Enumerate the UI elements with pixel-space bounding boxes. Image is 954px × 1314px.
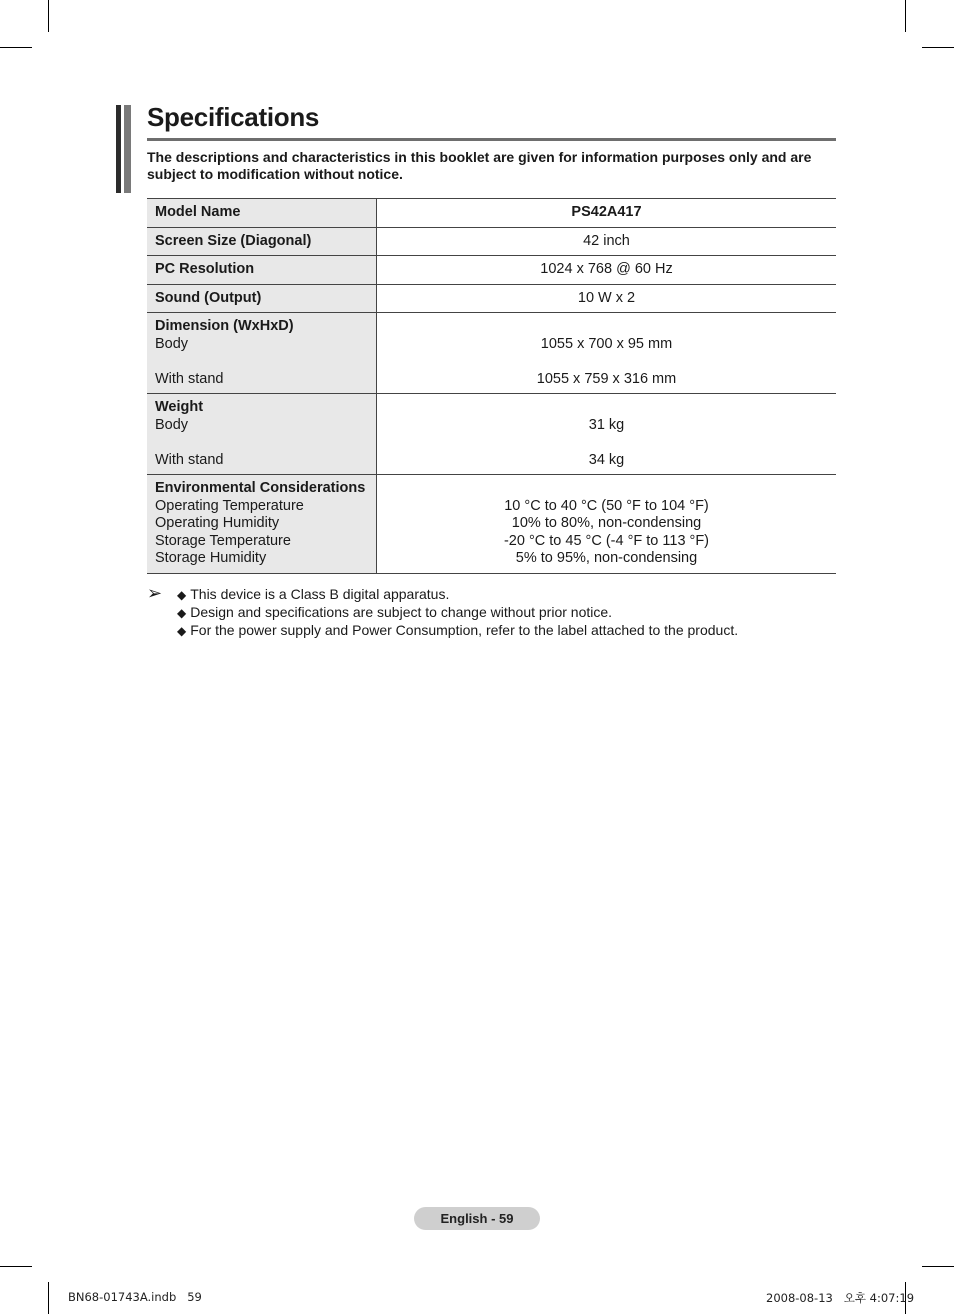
page-number: English - 59	[414, 1207, 540, 1230]
diamond-bullet-icon: ◆	[177, 624, 187, 638]
environment-label: Environmental Considerations	[155, 480, 366, 496]
notes	[147, 583, 739, 640]
crop-mark	[48, 1282, 49, 1314]
spec-label: PC Resolution	[147, 256, 377, 285]
weight-stand-value: 34 kg	[588, 451, 625, 468]
list-item: ◆ This device is a Class B digital apparatus.	[177, 586, 450, 602]
crop-mark	[0, 1266, 32, 1267]
spec-value: 42 inch	[377, 227, 837, 256]
weight-body-value: 31 kg	[588, 416, 625, 433]
env-item-label: Operating Temperature	[155, 497, 304, 514]
weight-stand-label: With stand	[155, 451, 224, 468]
dimension-body-value: 1055 x 700 x 95 mm	[540, 335, 673, 352]
footer-file: BN68-01743A.indb 59	[68, 1290, 202, 1304]
env-item-value: 5% to 95%, non-condensing	[515, 550, 698, 566]
table-row-weight	[147, 394, 836, 475]
env-item-label: Operating Humidity	[155, 515, 280, 531]
table-row-dimension	[147, 313, 836, 394]
title-rule	[147, 138, 836, 141]
spec-label: Screen Size (Diagonal)	[147, 227, 377, 256]
table-row	[147, 199, 836, 228]
page-title: Specifications	[147, 102, 320, 132]
crop-mark	[905, 0, 906, 32]
diamond-bullet-icon: ◆	[177, 588, 187, 602]
dimension-label: Dimension (WxHxD)	[155, 318, 294, 334]
crop-mark	[922, 47, 954, 48]
model-label: Model Name	[147, 199, 377, 228]
crop-mark	[922, 1266, 954, 1267]
list-item: ◆ Design and specifications are subject to change without prior notice.	[177, 604, 613, 620]
env-item-value: -20 °C to 45 °C (-4 °F to 113 °F)	[503, 532, 710, 549]
env-item-value: 10 °C to 40 °C (50 °F to 104 °F)	[504, 497, 709, 514]
spec-table	[147, 198, 836, 574]
dimension-stand-label: With stand	[155, 370, 224, 387]
weight-label: Weight	[155, 399, 204, 415]
dimension-body-label: Body	[155, 335, 189, 352]
crop-mark	[48, 0, 49, 32]
spec-value: 1024 x 768 @ 60 Hz	[377, 256, 837, 285]
footer-timestamp: 2008-08-13 오후 4:07:19	[766, 1291, 915, 1305]
arrow-icon: ➢	[147, 583, 163, 603]
env-item-label: Storage Humidity	[155, 550, 267, 566]
spec-label: Sound (Output)	[147, 284, 377, 313]
env-item-value: 10% to 80%, non-condensing	[511, 515, 702, 531]
dimension-stand-value: 1055 x 759 x 316 mm	[536, 370, 677, 387]
crop-mark	[0, 47, 32, 48]
table-row	[147, 256, 836, 285]
table-row	[147, 227, 836, 256]
list-item: ◆ For the power supply and Power Consumption, refer to the label attached to the product.	[177, 622, 739, 638]
table-row-environment	[147, 475, 836, 574]
table-row	[147, 284, 836, 313]
weight-body-label: Body	[155, 416, 189, 433]
diamond-bullet-icon: ◆	[177, 606, 187, 620]
spec-value: 10 W x 2	[377, 284, 837, 313]
model-value: PS42A417	[377, 199, 837, 228]
env-item-label: Storage Temperature	[155, 532, 291, 549]
intro-text: The descriptions and characteristics in this booklet are given for information purposes only and are subject to modification without notice.	[147, 149, 812, 182]
